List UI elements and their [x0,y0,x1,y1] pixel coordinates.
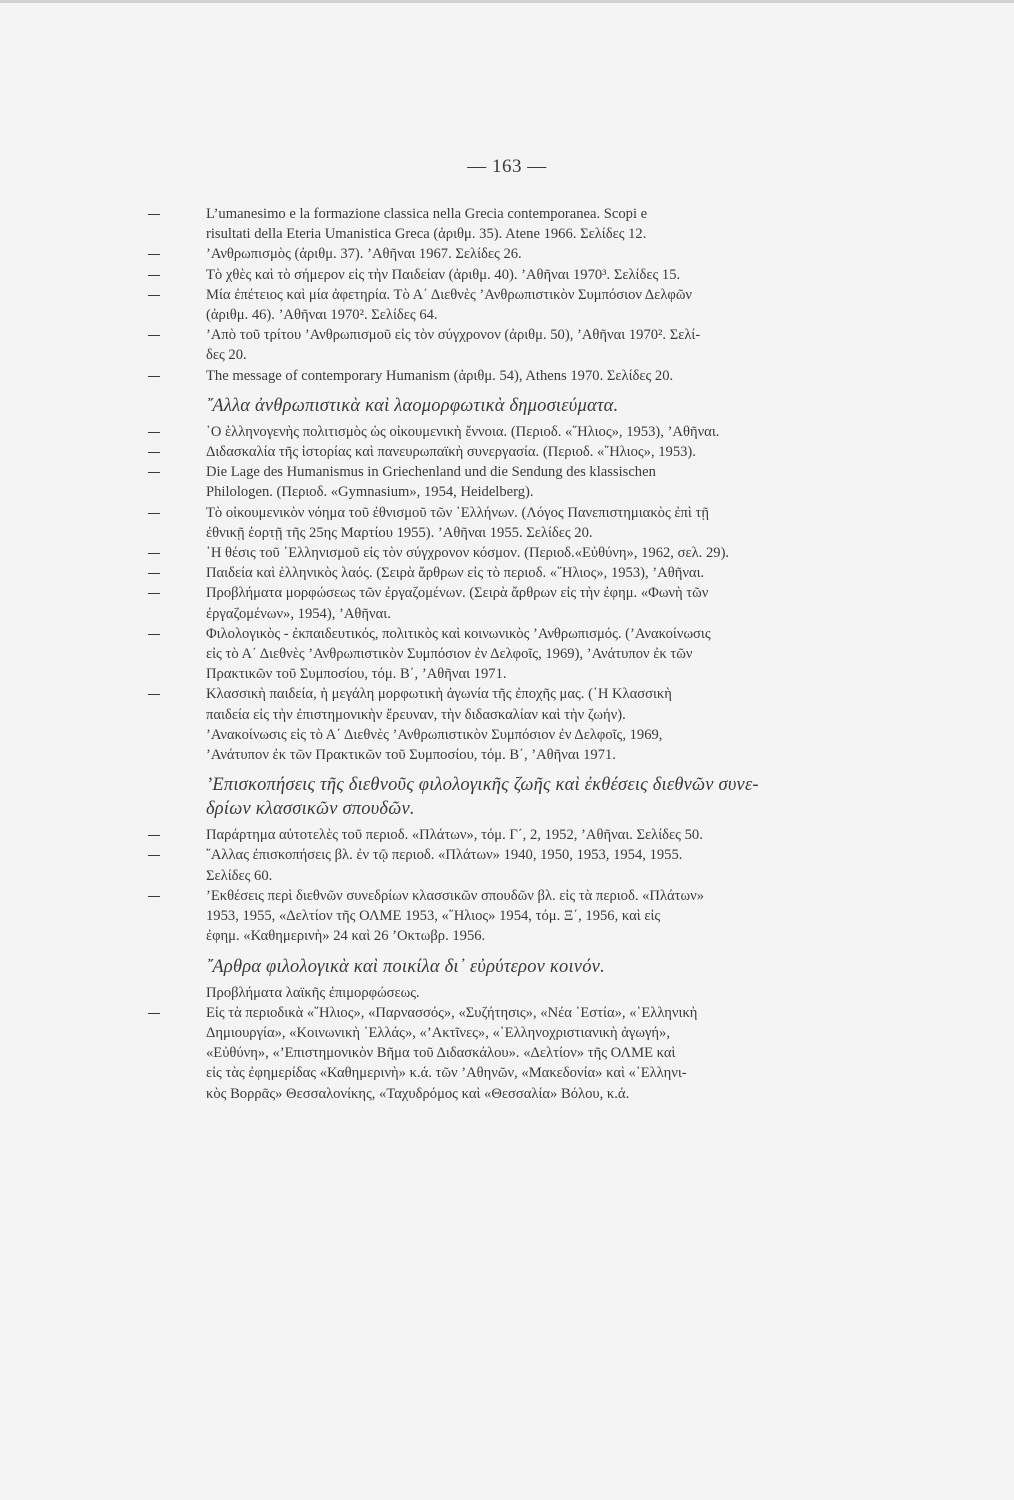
bibliography-entry [148,886,908,947]
entry-line: ῎Αρθρα φιλολογικὰ καὶ ποικίλα δι᾽ εὐρύτερον κοινόν. [206,956,605,977]
bibliography-entry [148,624,908,685]
bibliography-entry [148,422,908,442]
entry-line: ’Εκθέσεις περὶ διεθνῶν συνεδρίων κλασσικῶν σπουδῶν βλ. εἰς τὰ περιοδ. «Πλάτων» [206,887,705,904]
bibliography-entry [148,684,908,765]
entry-line: ’Απὸ τοῦ τρίτου ’Ανθρωπισμοῦ εἰς τὸν σύγχρονον (ἀριθμ. 50), ’Αθῆναι 1970². Σελί- [206,327,701,344]
entry-line: ἐργαζομένων», 1954), ’Αθῆναι. [206,605,391,622]
entry-line: Μία ἐπέτειος καὶ μία ἀφετηρία. Τὸ Α΄ Διεθνὲς ’Ανθρωπιστικὸν Συμπόσιον Δελφῶν [206,286,693,303]
bibliography-entry [148,503,908,543]
entry-line: L’umanesimo e la formazione classica nella Grecia contemporanea. Scopi e [206,206,648,222]
bibliography-entry [148,366,908,386]
entry-line: Σελίδες 60. [206,867,273,884]
entry-line: Παράρτημα αὐτοτελὲς τοῦ περιοδ. «Πλάτων», τόμ. Γ΄, 2, 1952, ’Αθῆναι. Σελίδες 50. [206,827,703,844]
entry-line: Φιλολογικὸς - ἐκπαιδευτικός, πολιτικὸς καὶ κοινωνικὸς ’Ανθρωπισμός. (’Ανακοίνωσις [206,625,711,642]
entry-line: Δημιουργία», «Κοινωνικὴ ῾Ελλάς», «’Ακτῖνες», «῾Ελληνοχριστιανικὴ ἀγωγή», [206,1024,670,1041]
entry-line: δες 20. [206,347,247,364]
entry-line: Προβλήματα μορφώσεως τῶν ἐργαζομένων. (Σειρὰ ἄρθρων εἰς τὴν ἐφημ. «Φωνὴ τῶν [206,585,709,602]
bibliography-entry [148,204,908,244]
section-heading [148,394,908,418]
section-heading [148,955,908,979]
entry-line: Τὸ οἰκουμενικὸν νόημα τοῦ ἐθνισμοῦ τῶν ῾Ελλήνων. (Λόγος Πανεπιστημιακὸς ἐπὶ τῇ [206,504,709,521]
entry-line: Διδασκαλία τῆς ἱστορίας καὶ πανευρωπαϊκὴ συνεργασία. (Περιοδ. «῞Ηλιος», 1953). [206,444,696,461]
entry-line: Εἰς τὰ περιοδικὰ «῞Ηλιος», «Παρνασσός», «Συζήτησις», «Νέα ῾Εστία», «῾Ελληνικὴ [206,1004,698,1021]
entry-line: ’Επισκοπήσεις τῆς διεθνοῦς φιλολογικῆς ζωῆς καὶ ἐκθέσεις διεθνῶν συνε- [206,775,759,796]
bibliography-entry [148,442,908,462]
entry-line: Philologen. (Περιοδ. «Gymnasium», 1954, Heidelberg). [206,484,534,501]
bibliography-entry [148,325,908,365]
entry-line: ’Ανάτυπον ἐκ τῶν Πρακτικῶν τοῦ Συμποσίου, τόμ. Β΄, ’Αθῆναι 1971. [206,747,616,764]
entry-line: (ἀριθμ. 46). ’Αθῆναι 1970². Σελίδες 64. [206,307,438,324]
entry-line: Παιδεία καὶ ἑλληνικὸς λαός. (Σειρὰ ἄρθρων εἰς τὸ περιοδ. «῞Ηλιος», 1953), ’Αθῆναι. [206,565,705,582]
entry-line: Κλασσικὴ παιδεία, ἡ μεγάλη μορφωτικὴ ἀγωνία τῆς ἐποχῆς μας. (῾Η Κλασσικὴ [206,686,672,703]
entry-line: ῾Ο ἑλληνογενὴς πολιτισμὸς ὡς οἰκουμενικὴ ἔννοια. (Περιοδ. «῞Ηλιος», 1953), ’Αθῆναι. [206,423,720,440]
entry-line: ῎Αλλας ἐπισκοπήσεις βλ. ἐν τῷ περιοδ. «Πλάτων» 1940, 1950, 1953, 1954, 1955. [206,847,683,864]
bibliography-entry [148,462,908,502]
bibliography-entry [148,563,908,583]
bibliography-entry [148,1003,908,1104]
entry-line: 1953, 1955, «Δελτίον τῆς ΟΛΜΕ 1953, «῞Ηλιος» 1954, τόμ. Ξ΄, 1956, καὶ εἰς [206,908,661,925]
bibliography-note [148,983,908,1003]
bibliography-entry [148,583,908,623]
entry-line: The message of contemporary Humanism (ἀριθμ. 54), Athens 1970. Σελίδες 20. [206,367,674,384]
entry-line: Die Lage des Humanismus in Griechenland und die Sendung des klassischen [206,464,656,481]
entry-line: ’Ανθρωπισμὸς (ἀριθμ. 37). ’Αθῆναι 1967. Σελίδες 26. [206,246,522,263]
bibliography-entry [148,845,908,885]
bibliography-entry [148,825,908,845]
entry-line: risultati della Eteria Umanistica Greca (ἀριθμ. 35). Atene 1966. Σελίδες 12. [206,226,647,243]
bibliography-list [148,204,908,1104]
entry-line: ἐθνικῇ ἑορτῇ τῆς 25ης Μαρτίου 1955). ’Αθῆναι 1955. Σελίδες 20. [206,524,593,541]
entry-line: δρίων κλασσικῶν σπουδῶν. [206,799,415,820]
entry-line: εἰς τὰς ἐφημερίδας «Καθημερινὴ» κ.ά. τῶν ’Αθηνῶν, «Μακεδονία» καὶ «῾Ελληνι- [206,1065,687,1082]
entry-line: ῎Αλλα ἀνθρωπιστικὰ καὶ λαομορφωτικὰ δημοσιεύματα. [206,395,619,416]
entry-line: ἐφημ. «Καθημερινὴ» 24 καὶ 26 ’Οκτωβρ. 1956. [206,928,486,945]
entry-line: κὸς Βορρᾶς» Θεσσαλονίκης, «Ταχυδρόμος καὶ «Θεσσαλία» Βόλου, κ.ά. [206,1085,630,1102]
bibliography-entry [148,285,908,325]
bibliography-entry [148,244,908,264]
bibliography-entry [148,265,908,285]
bibliography-entry [148,543,908,563]
entry-line: «Εὐθύνη», «’Επιστημονικὸν Βῆμα τοῦ Διδασκάλου». «Δελτίον» τῆς ΟΛΜΕ καὶ [206,1045,676,1062]
entry-line: εἰς τὸ Α΄ Διεθνὲς ’Ανθρωπιστικὸν Συμπόσιον ἐν Δελφοῖς, 1969), ’Ανάτυπον ἐκ τῶν [206,646,693,663]
entry-line: Πρακτικῶν τοῦ Συμποσίου, τόμ. Β΄, ’Αθῆναι 1971. [206,666,507,683]
entry-line: παιδεία εἰς τὴν ἐπιστημονικὴν ἔρευναν, τὴν διδασκαλίαν καὶ τὴν ζωήν). [206,706,626,723]
entry-line: ῾Η θέσις τοῦ ῾Ελληνισμοῦ εἰς τὸν σύγχρονον κόσμον. (Περιοδ.«Εὐθύνη», 1962, σελ. 29). [206,545,730,562]
page-number: — 163 — [467,156,547,177]
scan-edge [0,0,1014,3]
entry-line: Προβλήματα λαϊκῆς ἐπιμορφώσεως. [206,984,420,1001]
entry-line: Τὸ χθὲς καὶ τὸ σήμερον εἰς τὴν Παιδείαν (ἀριθμ. 40). ’Αθῆναι 1970³. Σελίδες 15. [206,266,681,283]
entry-line: ’Ανακοίνωσις εἰς τὸ Α΄ Διεθνὲς ’Ανθρωπιστικὸν Συμπόσιον ἐν Δελφοῖς, 1969, [206,726,663,743]
section-heading [148,773,908,821]
